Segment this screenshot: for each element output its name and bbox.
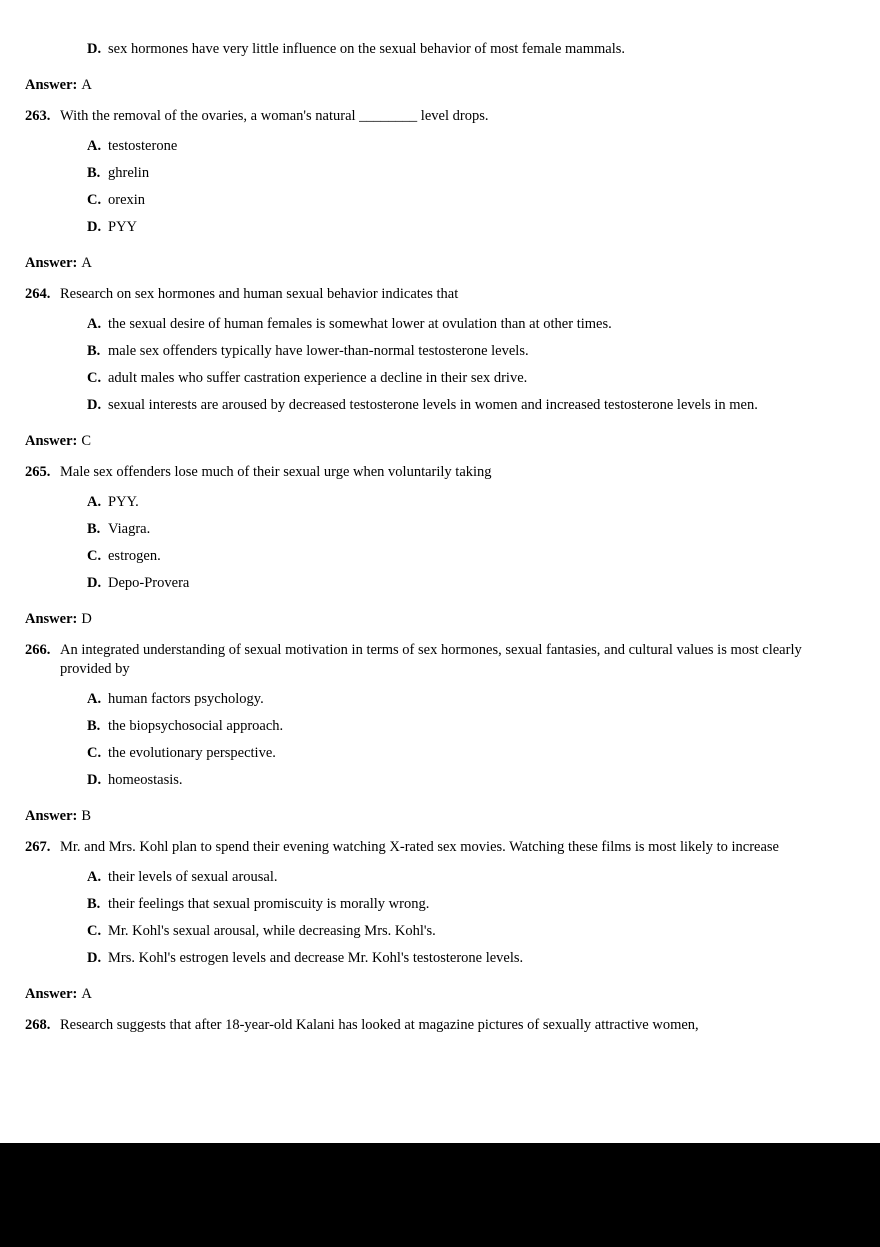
answer-value: A — [81, 255, 92, 271]
option-letter: B. — [87, 343, 101, 359]
option-letter: D. — [87, 41, 102, 57]
option-text: their levels of sexual arousal. — [108, 869, 278, 885]
option-row — [87, 315, 852, 334]
option-row — [87, 218, 852, 237]
option-row — [87, 396, 852, 415]
option-letter: D. — [87, 772, 102, 788]
question-block — [25, 641, 852, 826]
question-row — [25, 838, 852, 857]
option-row — [87, 868, 852, 887]
question-stem: Mr. and Mrs. Kohl plan to spend their evening watching X-rated sex movies. Watching these films is most likely to increase — [60, 839, 779, 855]
question-row — [25, 285, 852, 304]
option-text: estrogen. — [108, 548, 161, 564]
option-text: the sexual desire of human females is somewhat lower at ovulation than at other times. — [108, 316, 612, 332]
option-letter: C. — [87, 548, 102, 564]
option-text: human factors psychology. — [108, 691, 264, 707]
question-stem: With the removal of the ovaries, a woman's natural ________ level drops. — [60, 108, 489, 124]
answer-row — [25, 254, 852, 273]
question-number: 266. — [25, 642, 51, 658]
answer-value: B — [81, 808, 92, 824]
option-text: PYY — [108, 219, 138, 235]
answer-value: A — [81, 77, 92, 93]
option-text: Viagra. — [108, 521, 151, 537]
question-row — [25, 463, 852, 482]
option-letter: B. — [87, 718, 101, 734]
answer-value: C — [81, 433, 92, 449]
question-number: 263. — [25, 108, 51, 124]
option-row — [87, 895, 852, 914]
option-row — [87, 191, 852, 210]
option-text: the biopsychosocial approach. — [108, 718, 284, 734]
question-block — [25, 838, 852, 1004]
answer-label: Answer: — [25, 808, 78, 824]
answer-label: Answer: — [25, 986, 78, 1002]
option-row — [87, 922, 852, 941]
question-block — [25, 285, 852, 451]
option-row — [87, 40, 852, 59]
question-row — [25, 1016, 852, 1035]
option-letter: D. — [87, 397, 102, 413]
option-text: adult males who suffer castration experience a decline in their sex drive. — [108, 370, 528, 386]
option-letter: A. — [87, 691, 102, 707]
answer-value: D — [81, 611, 92, 627]
option-text: PYY. — [108, 494, 139, 510]
option-row — [87, 520, 852, 539]
question-stem: Research suggests that after 18-year-old Kalani has looked at magazine pictures of sexually attractive women, — [60, 1017, 699, 1033]
option-row — [87, 744, 852, 763]
question-number: 268. — [25, 1017, 51, 1033]
option-text: Depo-Provera — [108, 575, 190, 591]
option-letter: D. — [87, 950, 102, 966]
option-row — [87, 574, 852, 593]
option-letter: C. — [87, 192, 102, 208]
question-block — [25, 40, 852, 95]
option-row — [87, 717, 852, 736]
option-letter: D. — [87, 219, 102, 235]
question-number: 267. — [25, 839, 51, 855]
option-letter: A. — [87, 316, 102, 332]
option-text: sexual interests are aroused by decreased testosterone levels in women and increased testosterone levels in men. — [108, 397, 758, 413]
answer-row — [25, 610, 852, 629]
option-text: homeostasis. — [108, 772, 183, 788]
option-row — [87, 342, 852, 361]
option-letter: D. — [87, 575, 102, 591]
answer-label: Answer: — [25, 433, 78, 449]
answer-row — [25, 985, 852, 1004]
question-number: 265. — [25, 464, 51, 480]
question-block — [25, 1016, 852, 1035]
option-row — [87, 547, 852, 566]
question-row — [25, 107, 852, 126]
option-row — [87, 771, 852, 790]
option-text: their feelings that sexual promiscuity is morally wrong. — [108, 896, 430, 912]
option-letter: B. — [87, 896, 101, 912]
page-footer-bar — [0, 1143, 880, 1247]
answer-row — [25, 76, 852, 95]
option-letter: C. — [87, 923, 102, 939]
answer-value: A — [81, 986, 92, 1002]
question-block — [25, 463, 852, 629]
option-row — [87, 369, 852, 388]
option-letter: B. — [87, 521, 101, 537]
option-text: ghrelin — [108, 165, 150, 181]
option-row — [87, 164, 852, 183]
option-letter: C. — [87, 745, 102, 761]
option-text: the evolutionary perspective. — [108, 745, 276, 761]
option-row — [87, 949, 852, 968]
option-text: male sex offenders typically have lower-than-normal testosterone levels. — [108, 343, 529, 359]
option-text: sex hormones have very little influence on the sexual behavior of most female mammals. — [108, 41, 626, 57]
question-stem: Male sex offenders lose much of their sexual urge when voluntarily taking — [60, 464, 492, 480]
answer-row — [25, 807, 852, 826]
answer-label: Answer: — [25, 255, 78, 271]
question-stem: Research on sex hormones and human sexual behavior indicates that — [60, 286, 459, 302]
option-letter: B. — [87, 165, 101, 181]
question-row — [25, 641, 852, 679]
option-letter: A. — [87, 138, 102, 154]
answer-label: Answer: — [25, 77, 78, 93]
answer-label: Answer: — [25, 611, 78, 627]
option-row — [87, 690, 852, 709]
option-text: orexin — [108, 192, 146, 208]
answer-row — [25, 432, 852, 451]
question-number: 264. — [25, 286, 51, 302]
question-stem: An integrated understanding of sexual motivation in terms of sex hormones, sexual fantasies, and cultural values is most clearly provided by — [60, 642, 802, 677]
option-letter: A. — [87, 494, 102, 510]
option-text: Mrs. Kohl's estrogen levels and decrease Mr. Kohl's testosterone levels. — [108, 950, 524, 966]
option-letter: A. — [87, 869, 102, 885]
option-letter: C. — [87, 370, 102, 386]
question-block — [25, 107, 852, 273]
option-row — [87, 493, 852, 512]
option-text: testosterone — [108, 138, 178, 154]
option-row — [87, 137, 852, 156]
option-text: Mr. Kohl's sexual arousal, while decreasing Mrs. Kohl's. — [108, 923, 436, 939]
